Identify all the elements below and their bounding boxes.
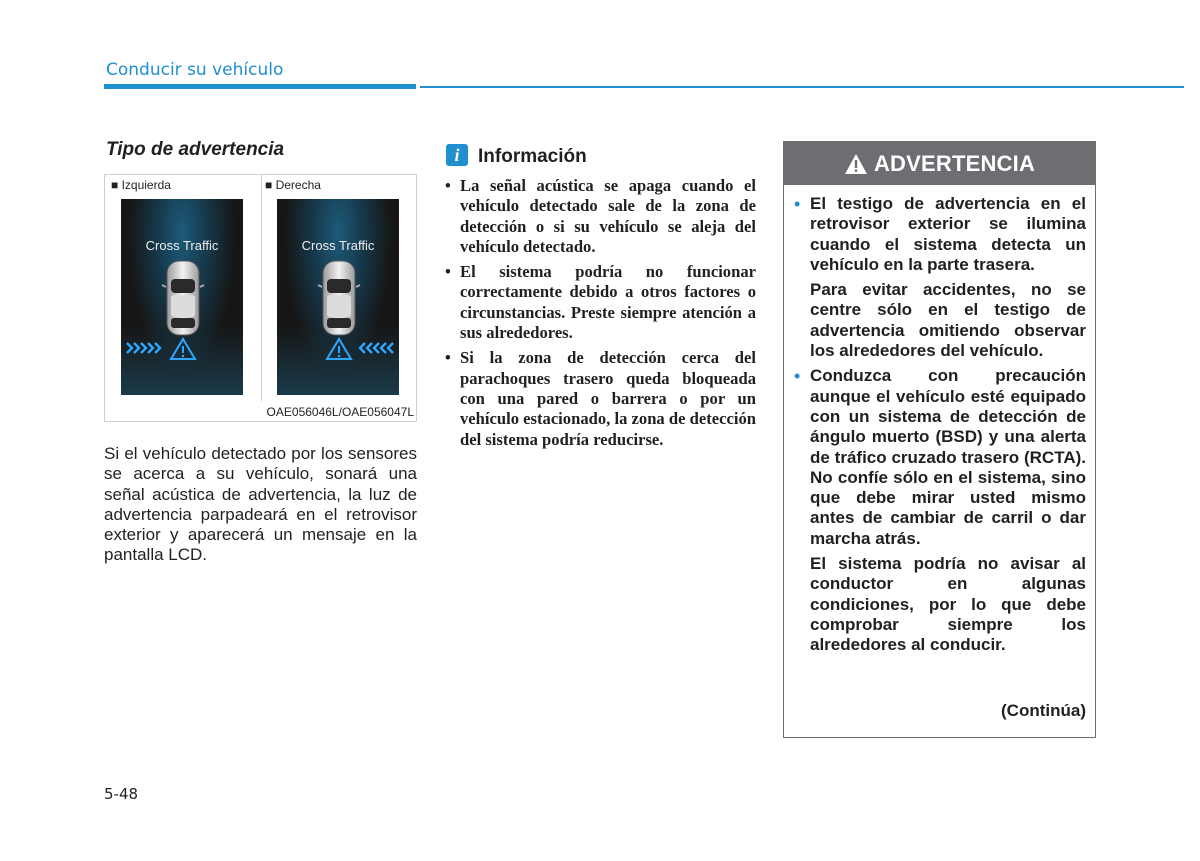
lcd-message-right: Cross Traffic [301,238,375,253]
info-title: Información [478,146,587,167]
warning-triangle-icon [327,339,351,359]
warning-item-text: • El testigo de advertencia en el retrovisor exterior se ilumina cuando el sistema detecta un vehículo en la parte trasera. [810,194,1086,274]
figure-label-right: ■ Derecha [265,178,321,192]
figure-code: OAE056046L/OAE056047L [266,405,414,419]
figure-label-left: ■ Izquierda [111,178,171,192]
header-rule-thin [420,86,1184,88]
lcd-message-left: Cross Traffic [145,238,219,253]
warning-triangle-icon [844,153,868,175]
info-item: • El sistema podría no funcionar correctamente debido a otros factores o circunstancias. Preste siempre atención a sus alrededores. [443,262,756,343]
chevrons-right-icon [127,343,160,353]
section-title: Conducir su vehículo [106,60,284,80]
car-topview-icon [277,199,399,395]
warning-item-text: Para evitar accidentes, no se centre sólo en el testigo de advertencia omitiendo observar los alrededores del vehículo. [810,280,1086,361]
page-number: 5-48 [104,785,139,803]
warning-item-text: El sistema podría no avisar al conductor en algunas condiciones, por lo que debe comprobar siempre los alrededores al conducir. [810,554,1086,655]
warning-item [792,194,1086,361]
warning-list [792,194,1086,661]
body-paragraph: Si el vehículo detectado por los sensores se acerca a su vehículo, sonará una señal acústica de advertencia, la luz de advertencia parpadeará en el retrovisor exterior y aparecerá un mensaje en la pantalla LCD. [104,444,417,565]
warning-item-text: • Conduzca con precaución aunque el vehículo esté equipado con un sistema de detección de ángulo muerto (BSD) y una alerta de tráfico cruzado trasero (RCTA). No confíe sólo en el sistema, sino que debe mirar usted mismo antes de cambiar de carril o dar marcha atrás. [810,366,1086,548]
warning-item [792,366,1086,655]
info-item: • Si la zona de detección cerca del parachoques trasero queda bloqueada con una pared o barrera o por un vehículo estacionado, la zona de detección del sistema podría reducirse. [443,348,756,449]
warning-box [783,141,1096,738]
figure-divider [261,175,262,401]
chevrons-left-icon [360,343,393,353]
info-icon: i [446,144,468,166]
warning-header [784,142,1095,185]
lcd-screen-right [277,199,399,395]
figure-cross-traffic [104,174,417,422]
car-topview-icon [121,199,243,395]
warning-title: ADVERTENCIA [873,150,1036,176]
header-rule-thick [104,84,416,89]
info-item: • La señal acústica se apaga cuando el vehículo detectado sale de la zona de detección o si su vehículo se aleja del vehículo detectado. [443,176,756,257]
lcd-screen-left [121,199,243,395]
subheading: Tipo de advertencia [106,139,285,160]
continues-label: (Continúa) [1001,701,1086,720]
warning-triangle-icon [171,339,195,359]
info-list [443,176,756,455]
